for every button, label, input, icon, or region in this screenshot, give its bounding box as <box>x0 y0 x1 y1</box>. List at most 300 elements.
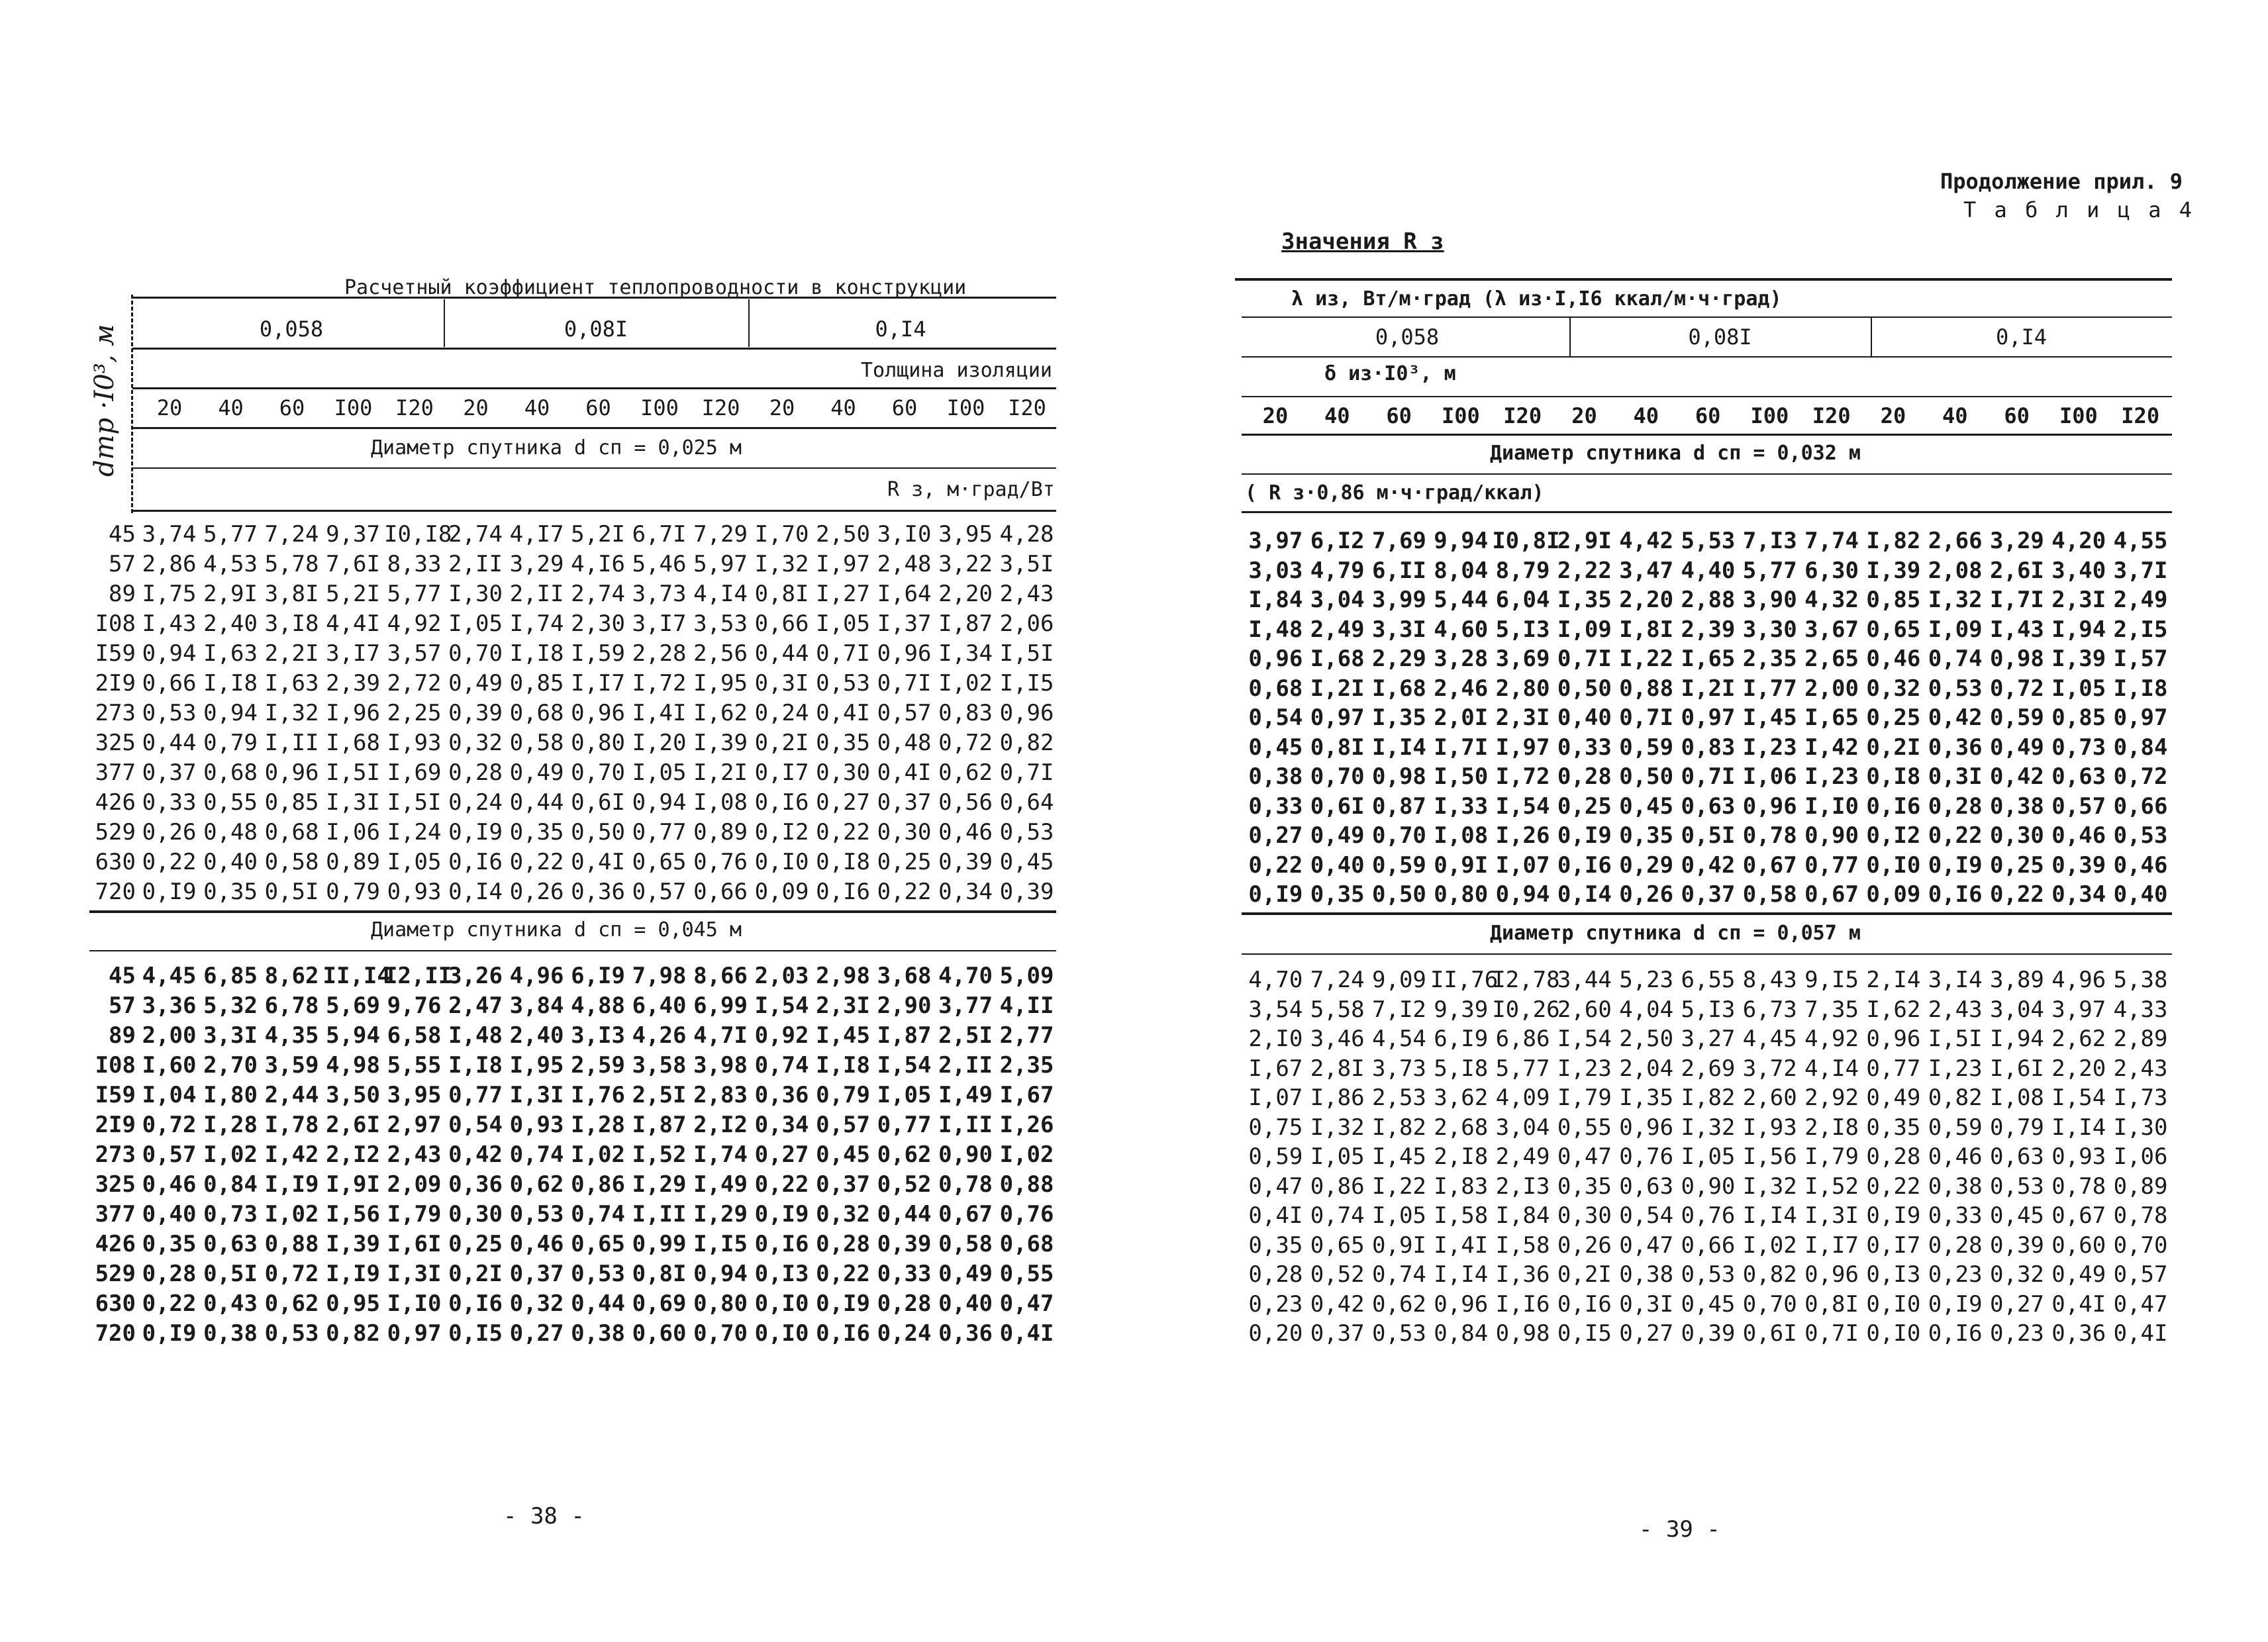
table-cell: I,I7 <box>571 670 625 697</box>
table-cell: 0,49 <box>2051 1261 2106 1288</box>
table-cell: 0,28 <box>816 1231 870 1257</box>
table-cell: 0,42 <box>1928 704 1983 731</box>
table-cell: 6,73 <box>1742 996 1797 1023</box>
table-cell: 4,42 <box>1619 528 1674 554</box>
lambda-row-rule <box>132 348 1056 350</box>
table-cell: 0,76 <box>1619 1143 1674 1170</box>
table-cell: I,68 <box>1310 646 1365 672</box>
table-cell: 0,29 <box>1619 851 1674 879</box>
table-cell: I,48 <box>448 1022 503 1049</box>
table-cell: 0,30 <box>1990 822 2044 849</box>
table-cell: 6,30 <box>1804 557 1859 584</box>
table-cell: 0,63 <box>1681 793 1736 820</box>
table-cell: I,39 <box>2051 646 2106 672</box>
table-cell: 0,27 <box>1990 1290 2044 1318</box>
table-cell: I,76 <box>571 1082 625 1108</box>
table-cell: 2,46 <box>1434 675 1489 702</box>
table-cell: 0,26 <box>1619 881 1674 908</box>
table-cell: 0,6I <box>1742 1320 1797 1347</box>
pipe-diameter-cell: 720 <box>95 879 136 905</box>
table-cell: 0,42 <box>448 1141 503 1168</box>
table-cell: 2,II <box>509 581 564 607</box>
table-cell: I,05 <box>816 610 870 637</box>
thickness-header-cell: I00 <box>1441 403 1480 428</box>
table-cell: 0,35 <box>816 730 870 756</box>
table-cell: 0,22 <box>1990 881 2044 908</box>
table-cell: 2,I8 <box>1434 1143 1489 1170</box>
table-cell: I,20 <box>632 730 687 756</box>
thickness-header-cell: 40 <box>218 395 244 420</box>
table-cell: 4,33 <box>2113 996 2168 1023</box>
table-cell: 0,58 <box>264 849 319 875</box>
values-title: Значения R з <box>1281 228 1444 255</box>
table-cell: 2,I5 <box>2113 616 2168 643</box>
table-cell: 0,I2 <box>1866 822 1921 849</box>
table-cell: 0,40 <box>203 849 258 875</box>
table-cell: 0,70 <box>2113 1232 2168 1259</box>
table-cell: 0,68 <box>1248 675 1303 702</box>
table-cell: 2,I4 <box>1866 967 1921 993</box>
table-cell: 0,I0 <box>1866 1290 1921 1318</box>
table-cell: 2,49 <box>1495 1143 1550 1170</box>
table-cell: I,28 <box>571 1112 625 1138</box>
table-cell: 4,79 <box>1310 557 1365 584</box>
table-cell: 0,27 <box>1619 1320 1674 1347</box>
table-cell: 3,69 <box>1495 646 1550 672</box>
section2-caption-rule <box>1242 953 2172 955</box>
table-cell: 0,44 <box>571 1290 625 1317</box>
table-cell: 0,39 <box>448 700 503 726</box>
table-cell: 3,I0 <box>877 521 932 548</box>
table-cell: I,42 <box>1804 734 1859 761</box>
table-cell: 0,72 <box>938 730 993 756</box>
table-cell: 0,63 <box>2051 763 2106 790</box>
table-cell: 0,44 <box>509 789 564 816</box>
table-cell: I,3I <box>1804 1202 1859 1229</box>
table-cell: 0,4I <box>2051 1290 2106 1318</box>
table-cell: I,23 <box>1928 1055 1983 1082</box>
table-cell: I,35 <box>1372 704 1426 731</box>
section1-caption-rule <box>1242 473 2172 475</box>
table-cell: 7,69 <box>1372 528 1426 554</box>
table-cell: 0,62 <box>877 1141 932 1168</box>
table-cell: 0,78 <box>2113 1202 2168 1229</box>
table-cell: I,02 <box>264 1201 319 1228</box>
table-cell: 0,I0 <box>754 1320 809 1347</box>
table-cell: I,57 <box>2113 646 2168 672</box>
table-cell: 4,04 <box>1619 996 1674 1023</box>
table-cell: 0,62 <box>264 1290 319 1317</box>
table-cell: 0,27 <box>509 1320 564 1347</box>
table-cell: 2,47 <box>448 992 503 1019</box>
table-cell: I,32 <box>1310 1114 1365 1141</box>
table-cell: 0,3I <box>754 670 809 697</box>
table-cell: I,54 <box>877 1052 932 1079</box>
table-cell: 6,58 <box>387 1022 442 1049</box>
table-cell: 2,29 <box>1372 646 1426 672</box>
thickness-header-cell: 60 <box>891 395 918 420</box>
table-cell: 0,40 <box>938 1290 993 1317</box>
table-cell: 0,47 <box>1619 1232 1674 1259</box>
table-cell: 0,8I <box>1804 1290 1859 1318</box>
table-cell: I,45 <box>816 1022 870 1049</box>
table-cell: 0,97 <box>387 1320 442 1347</box>
table-cell: 4,60 <box>1434 616 1489 643</box>
table-cell: I,82 <box>1681 1085 1736 1111</box>
table-cell: 0,32 <box>448 730 503 756</box>
table-cell: I,54 <box>1557 1026 1612 1052</box>
table-cell: 0,7I <box>1557 646 1612 672</box>
table-cell: I,2I <box>1310 675 1365 702</box>
table-cell: 2,39 <box>1681 616 1736 643</box>
table-cell: 0,I6 <box>1866 793 1921 820</box>
table-cell: I,54 <box>1495 793 1550 820</box>
table-cell: 4,92 <box>387 610 442 637</box>
table-cell: 3,89 <box>1990 967 2044 993</box>
table-cell: 0,6I <box>571 789 625 816</box>
pipe-diameter-cell: 273 <box>95 1141 136 1168</box>
table-cell: 0,5I <box>203 1261 258 1287</box>
table-cell: I,67 <box>1248 1055 1303 1082</box>
table-cell: 5,2I <box>326 581 380 607</box>
table-cell: I,87 <box>877 1022 932 1049</box>
table-cell: 0,7I <box>816 640 870 667</box>
table-cell: 0,I6 <box>1928 1320 1983 1347</box>
table-cell: I,32 <box>754 551 809 577</box>
table-cell: 0,89 <box>2113 1173 2168 1200</box>
table-cell: 0,22 <box>509 849 564 875</box>
table-cell: 0,96 <box>1866 1026 1921 1052</box>
table-cell: 0,50 <box>1372 881 1426 908</box>
table-cell: I,28 <box>203 1112 258 1138</box>
table-cell: 3,53 <box>693 610 748 637</box>
table-cell: 0,33 <box>877 1261 932 1287</box>
table-cell: 0,27 <box>754 1141 809 1168</box>
table-cell: I,87 <box>938 610 993 637</box>
table-cell: 3,99 <box>1372 587 1426 613</box>
table-cell: I,35 <box>1619 1085 1674 1111</box>
table-cell: 0,82 <box>1742 1261 1797 1288</box>
table-cell: 7,24 <box>1310 967 1365 993</box>
table-cell: 0,48 <box>203 819 258 845</box>
table-cell: I,93 <box>1742 1114 1797 1141</box>
table-cell: I,49 <box>693 1171 748 1198</box>
table-cell: 0,62 <box>938 759 993 786</box>
delta-caption-rule <box>1242 396 2172 397</box>
table-cell: 5,32 <box>203 992 258 1019</box>
table-cell: I,I5 <box>999 670 1054 697</box>
table-cell: 2,40 <box>509 1022 564 1049</box>
table-cell: 2,I8 <box>1804 1114 1859 1141</box>
delta-caption: δ из·I0³, м <box>1324 362 1456 385</box>
table-cell: 2,56 <box>693 640 748 667</box>
table-cell: 0,53 <box>999 819 1054 845</box>
units-caption: R з, м·град/Вт <box>887 478 1055 501</box>
table-cell: I,54 <box>2051 1085 2106 1111</box>
table-cell: I,23 <box>1804 763 1859 790</box>
thickness-header-cell: I00 <box>1750 403 1789 428</box>
table-cell: I,09 <box>1557 616 1612 643</box>
table-cell: 0,22 <box>877 879 932 905</box>
table-cell: 0,33 <box>1557 734 1612 761</box>
thickness-header-cell: 40 <box>1324 403 1350 428</box>
table-cell: I,06 <box>326 819 380 845</box>
table-cell: 0,45 <box>816 1141 870 1168</box>
table-cell: I,I4 <box>1372 734 1426 761</box>
table-cell: 0,65 <box>571 1231 625 1257</box>
table-cell: 0,7I <box>1804 1320 1859 1347</box>
table-cell: 2,39 <box>326 670 380 697</box>
table-cell: 0,97 <box>1681 704 1736 731</box>
table-cell: I,I8 <box>2113 675 2168 702</box>
table-cell: 0,83 <box>938 700 993 726</box>
table-cell: 0,97 <box>1310 704 1365 731</box>
table-cell: 8,79 <box>1495 557 1550 584</box>
table-cell: 2,06 <box>999 610 1054 637</box>
table-cell: 0,93 <box>509 1112 564 1138</box>
table-cell: 0,20 <box>1248 1320 1303 1347</box>
table-cell: 0,54 <box>448 1112 503 1138</box>
table-cell: I,94 <box>2051 616 2106 643</box>
table-cell: 0,82 <box>999 730 1054 756</box>
table-cell: 0,37 <box>509 1261 564 1287</box>
thickness-header-cell: I20 <box>395 395 434 420</box>
table-cell: 4,54 <box>1372 1026 1426 1052</box>
table-cell: I,II <box>264 730 319 756</box>
table-cell: 2,20 <box>938 581 993 607</box>
table-cell: 5,46 <box>632 551 687 577</box>
table-cell: 2,69 <box>1681 1055 1736 1082</box>
table-cell: 0,65 <box>1310 1232 1365 1259</box>
table-cell: 0,87 <box>1372 793 1426 820</box>
table-cell: 5,44 <box>1434 587 1489 613</box>
table-cell: 0,39 <box>877 1231 932 1257</box>
table-cell: 9,I5 <box>1804 967 1859 993</box>
table-cell: 0,4I <box>877 759 932 786</box>
table-cell: 0,I9 <box>754 1201 809 1228</box>
table-cell: 0,8I <box>1310 734 1365 761</box>
table-cell: 0,48 <box>877 730 932 756</box>
table-cell: I,26 <box>1495 822 1550 849</box>
table-cell: I,3I <box>509 1082 564 1108</box>
table-cell: 5,I3 <box>1681 996 1736 1023</box>
table-cell: I,7I <box>1990 587 2044 613</box>
table-cell: 5,97 <box>693 551 748 577</box>
table-cell: 0,83 <box>1681 734 1736 761</box>
table-cell: 2,90 <box>877 992 932 1019</box>
table-cell: 0,53 <box>571 1261 625 1287</box>
table-cell: 0,70 <box>1742 1290 1797 1318</box>
units-caption: ( R з·0,86 м·ч·град/ккал) <box>1245 481 1544 505</box>
table-cell: 5,77 <box>1495 1055 1550 1082</box>
table-cell: 0,I9 <box>1928 851 1983 879</box>
header-caption: Расчетный коэффициент теплопроводности в конструкции <box>344 276 967 299</box>
table-cell: I,26 <box>999 1112 1054 1138</box>
table-cell: 0,42 <box>1990 763 2044 790</box>
table-cell: I,7I <box>1434 734 1489 761</box>
table-cell: 0,50 <box>1619 763 1674 790</box>
table-cell: I2,78 <box>1492 967 1560 993</box>
table-cell: 0,44 <box>877 1201 932 1228</box>
pipe-diameter-cell: 529 <box>95 819 136 845</box>
table-cell: 0,7I <box>1681 763 1736 790</box>
table-cell: 0,84 <box>203 1171 258 1198</box>
table-cell: 2,00 <box>142 1022 197 1049</box>
table-cell: 4,98 <box>326 1052 380 1079</box>
table-cell: I,39 <box>326 1231 380 1257</box>
table-cell: 0,I3 <box>754 1261 809 1287</box>
table-cell: 0,53 <box>1372 1320 1426 1347</box>
table-cell: 0,38 <box>1928 1173 1983 1200</box>
table-cell: I,39 <box>1866 557 1921 584</box>
table-cell: 2,43 <box>2113 1055 2168 1082</box>
table-cell: I,95 <box>509 1052 564 1079</box>
table-cell: 0,96 <box>1248 646 1303 672</box>
table-cell: 3,73 <box>1372 1055 1426 1082</box>
table-cell: 7,29 <box>693 521 748 548</box>
table-cell: 0,7I <box>877 670 932 697</box>
section2-top-rule <box>1242 912 2172 915</box>
table-cell: 2,9I <box>1557 528 1612 554</box>
table-cell: 0,74 <box>1310 1202 1365 1229</box>
thickness-header-cell: I00 <box>334 395 373 420</box>
table-cell: 6,85 <box>203 963 258 989</box>
table-cell: 0,9I <box>1434 851 1489 879</box>
table-cell: 3,8I <box>264 581 319 607</box>
table-cell: I,45 <box>1372 1143 1426 1170</box>
table-cell: 0,53 <box>1928 675 1983 702</box>
table-cell: 2,92 <box>1804 1085 1859 1111</box>
pipe-diameter-cell: 377 <box>95 1201 136 1228</box>
table-cell: 0,68 <box>203 759 258 786</box>
table-cell: 4,45 <box>1742 1026 1797 1052</box>
table-cell: 2,50 <box>816 521 870 548</box>
table-cell: 0,35 <box>203 879 258 905</box>
section1-caption: Диаметр спутника d сп = 0,032 м <box>1490 442 1861 465</box>
table-cell: I,29 <box>693 1201 748 1228</box>
table-cell: 6,40 <box>632 992 687 1019</box>
table-cell: 0,53 <box>816 670 870 697</box>
table-cell: 0,I6 <box>816 1320 870 1347</box>
table-cell: 2,97 <box>387 1112 442 1138</box>
table-cell: 0,28 <box>1557 763 1612 790</box>
table-cell: I,84 <box>1248 587 1303 613</box>
table-cell: 0,I0 <box>754 849 809 875</box>
table-cell: 0,38 <box>203 1320 258 1347</box>
thickness-header-cell: 40 <box>524 395 550 420</box>
lambda-value: 0,I4 <box>875 316 926 342</box>
pipe-diameter-cell: 720 <box>95 1320 136 1347</box>
table-cell: 0,58 <box>1742 881 1797 908</box>
table-cell: I,94 <box>1990 1026 2044 1052</box>
table-cell: 2,6I <box>326 1112 380 1138</box>
table-cell: 0,88 <box>264 1231 319 1257</box>
table-cell: I,3I <box>387 1261 442 1287</box>
pipe-diameter-cell: 45 <box>109 521 136 548</box>
table-cell: 0,67 <box>1742 851 1797 879</box>
table-cell: 3,I4 <box>1928 967 1983 993</box>
table-cell: 0,28 <box>1928 793 1983 820</box>
table-cell: 0,25 <box>1557 793 1612 820</box>
table-cell: 2,2I <box>264 640 319 667</box>
table-cell: 0,44 <box>754 640 809 667</box>
table-cell: 3,97 <box>1248 528 1303 554</box>
table-cell: I,87 <box>632 1112 687 1138</box>
table-cell: I,05 <box>1372 1202 1426 1229</box>
table-cell: 0,I9 <box>1248 881 1303 908</box>
pipe-diameter-cell: 630 <box>95 1290 136 1317</box>
table-cell: I0,I8 <box>384 521 452 548</box>
table-cell: I,43 <box>1990 616 2044 643</box>
table-cell: 4,53 <box>203 551 258 577</box>
thickness-header-cell: I20 <box>1008 395 1046 420</box>
table-cell: I,I4 <box>2051 1114 2106 1141</box>
table-cell: I,78 <box>264 1112 319 1138</box>
table-cell: 0,5I <box>1681 822 1736 849</box>
table-cell: 2,I2 <box>326 1141 380 1168</box>
table-cell: I,52 <box>632 1141 687 1168</box>
table-cell: 0,2I <box>1866 734 1921 761</box>
table-cell: 0,86 <box>571 1171 625 1198</box>
table-cell: 0,82 <box>1928 1085 1983 1111</box>
table-cell: 0,77 <box>877 1112 932 1138</box>
table-cell: 0,70 <box>571 759 625 786</box>
thickness-header-cell: 60 <box>1695 403 1721 428</box>
table-cell: 5,94 <box>326 1022 380 1049</box>
lambda-row-rule <box>1242 356 2172 358</box>
table-cell: I,I8 <box>448 1052 503 1079</box>
table-cell: I,22 <box>1372 1173 1426 1200</box>
table-cell: I,58 <box>1434 1202 1489 1229</box>
table-cell: 0,28 <box>448 759 503 786</box>
table-cell: II,I4 <box>322 963 391 989</box>
table-cell: 6,04 <box>1495 587 1550 613</box>
table-cell: 0,62 <box>509 1171 564 1198</box>
table-cell: 4,II <box>999 992 1054 1019</box>
thickness-header-cell: 40 <box>830 395 856 420</box>
table-cell: 3,04 <box>1990 996 2044 1023</box>
table-cell: 9,09 <box>1372 967 1426 993</box>
table-cell: 0,73 <box>2051 734 2106 761</box>
table-cell: 0,46 <box>2051 822 2106 849</box>
table-cell: 0,54 <box>1619 1202 1674 1229</box>
pipe-diameter-cell: 377 <box>95 759 136 786</box>
table-cell: 0,27 <box>1248 822 1303 849</box>
table-cell: 0,76 <box>999 1201 1054 1228</box>
table-cell: 0,64 <box>999 789 1054 816</box>
thickness-header-cell: I20 <box>2121 403 2160 428</box>
page-number: - 38 - <box>503 1503 585 1529</box>
table-cell: I,79 <box>1557 1085 1612 1111</box>
table-cell: I,73 <box>2113 1085 2168 1111</box>
table-cell: 0,30 <box>816 759 870 786</box>
table-cell: 0,53 <box>2113 822 2168 849</box>
table-cell: 3,90 <box>1742 587 1797 613</box>
table-cell: 0,88 <box>1619 675 1674 702</box>
table-cell: 2,89 <box>2113 1026 2168 1052</box>
table-cell: 0,34 <box>938 879 993 905</box>
table-cell: 0,77 <box>632 819 687 845</box>
table-cell: 0,24 <box>877 1320 932 1347</box>
table-cell: 0,80 <box>1434 881 1489 908</box>
table-cell: 0,44 <box>142 730 197 756</box>
table-cell: I,29 <box>632 1171 687 1198</box>
table-cell: I,70 <box>754 521 809 548</box>
table-cell: 0,34 <box>2051 881 2106 908</box>
table-cell: 2,60 <box>1742 1085 1797 1111</box>
table-cell: 0,57 <box>2113 1261 2168 1288</box>
table-cell: 0,I8 <box>1866 763 1921 790</box>
